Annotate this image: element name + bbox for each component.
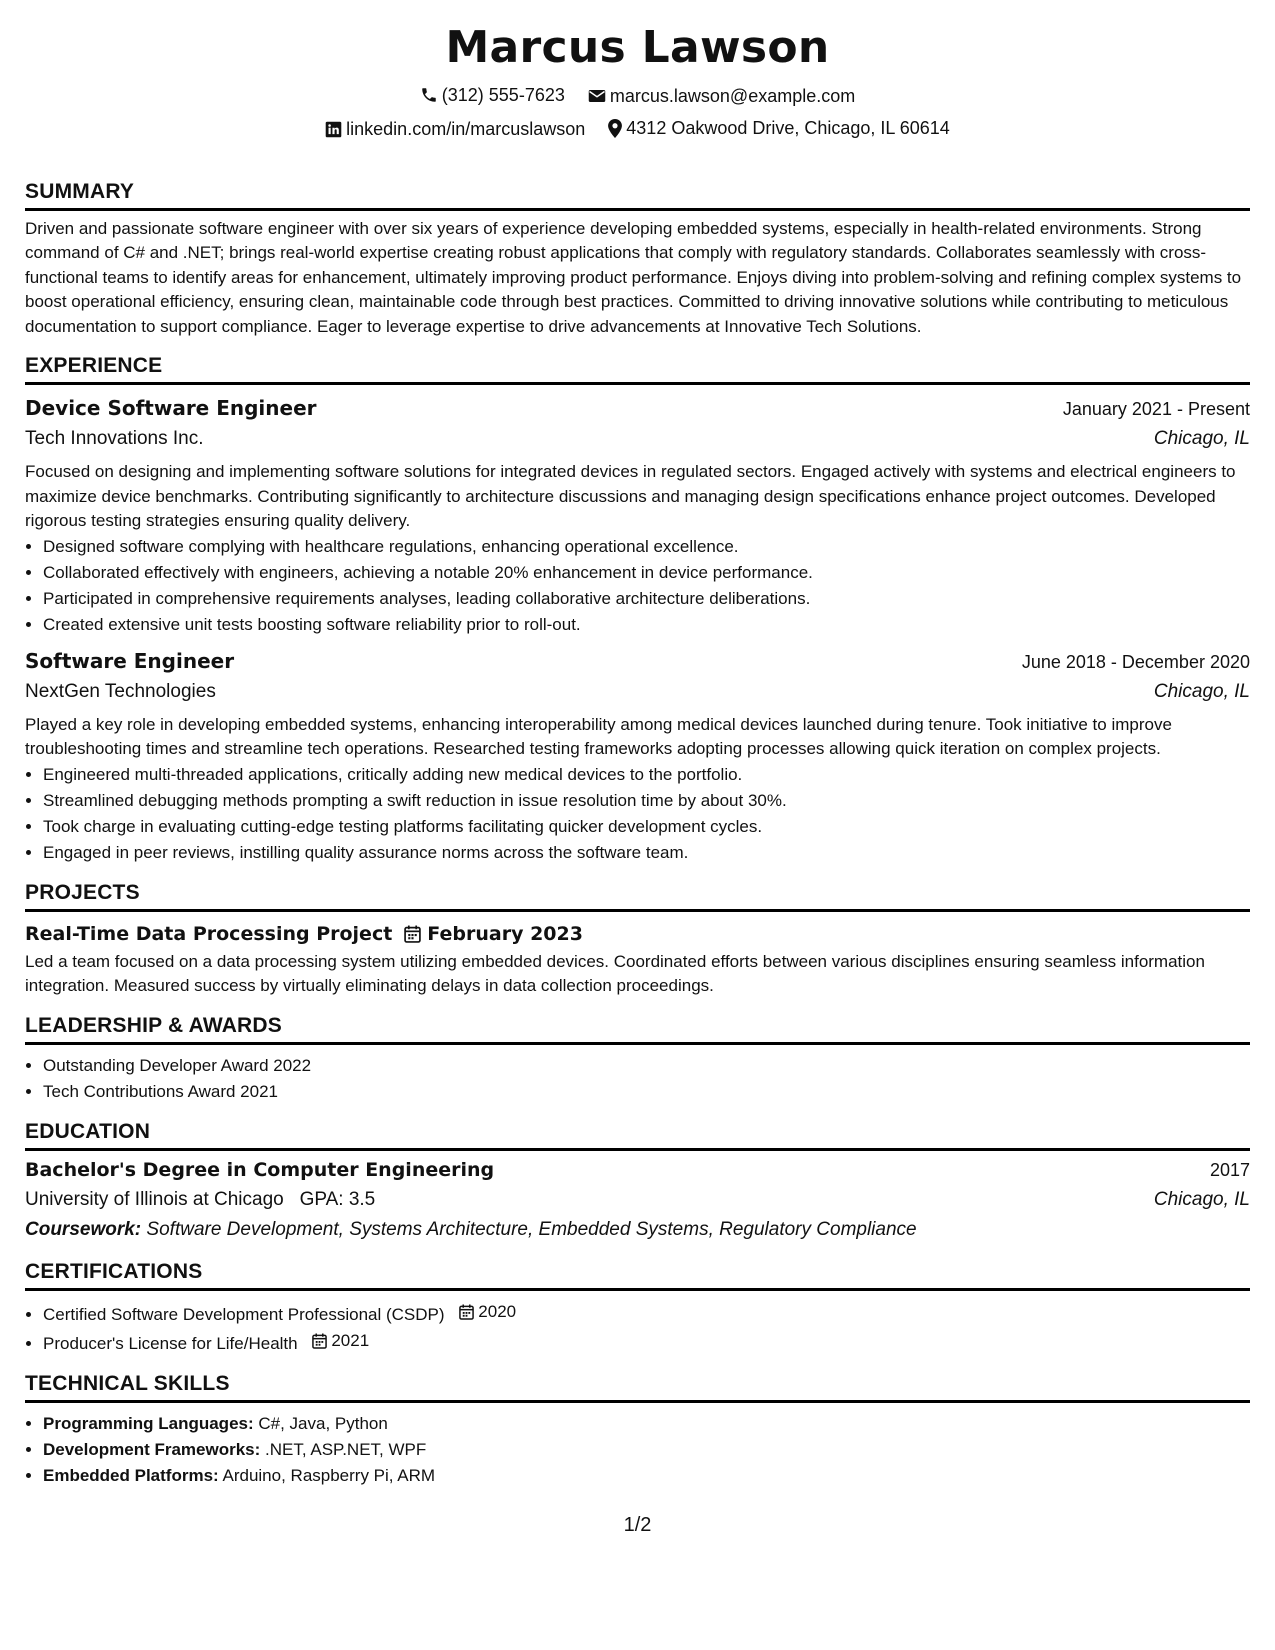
coursework-list: Software Development, Systems Architecture, Embedded Systems, Regulatory Compliance: [146, 1218, 917, 1240]
phone-text: (312) 555-7623: [441, 85, 565, 105]
job-entry: [25, 646, 1250, 866]
linkedin-text: linkedin.com/in/marcuslawson: [346, 119, 586, 139]
resume-page: [25, 22, 1250, 1536]
list-item: [43, 1437, 1250, 1463]
skill-label: Programming Languages:: [43, 1413, 254, 1433]
list-item: • Streamlined debugging methods prompting a swift reduction in issue resolution time by about 30%.: [43, 788, 1250, 814]
project-title: Real-Time Data Processing Project: [25, 922, 393, 945]
project-date: [404, 920, 583, 948]
list-item: • Designed software complying with healthcare regulations, enhancing operational excellence.: [43, 534, 1250, 560]
list-item: • Outstanding Developer Award 2022: [43, 1053, 1250, 1079]
leadership-heading: LEADERSHIP & AWARDS: [25, 1013, 1250, 1045]
list-item: • Took charge in evaluating cutting-edge testing platforms facilitating quicker development cycles.: [43, 814, 1250, 840]
skill-value: C#, Java, Python: [258, 1413, 388, 1433]
project-title-row: [25, 920, 1250, 948]
job-title: Software Engineer: [25, 648, 235, 673]
list-item: • Participated in comprehensive requirements analyses, leading collaborative architecture deliberations.: [43, 586, 1250, 612]
list-item: [43, 1411, 1250, 1437]
certifications-list: [25, 1299, 1250, 1357]
skill-label: Development Frameworks:: [43, 1439, 261, 1459]
summary-heading: SUMMARY: [25, 179, 1250, 211]
projects-heading: PROJECTS: [25, 880, 1250, 912]
contact-row-2: [25, 113, 1250, 147]
calendar-icon: [459, 1304, 474, 1320]
job-description: Played a key role in developing embedded systems, enhancing interoperability among medical devices launched during tenure. Took initiative to improve troubleshooting times and streamline tech operations. Researched testing frameworks adopting processes allowing quick iteration on complex projects.: [25, 714, 1172, 758]
certification-year: 2020: [478, 1301, 517, 1321]
graduation-year: 2017: [1209, 1159, 1250, 1180]
gpa: GPA: 3.5: [299, 1188, 376, 1210]
email-contact[interactable]: [588, 81, 855, 111]
list-item: [43, 1299, 1250, 1328]
linkedin-icon: [325, 121, 342, 138]
skills-heading: TECHNICAL SKILLS: [25, 1371, 1250, 1403]
contact-row-1: [25, 80, 1250, 113]
list-item: • Collaborated effectively with engineers, achieving a notable 20% enhancement in device performance.: [43, 560, 1250, 586]
degree-title: Bachelor's Degree in Computer Engineering: [25, 1158, 495, 1181]
envelope-icon: [588, 88, 606, 104]
job-bullets: [25, 534, 1250, 638]
coursework-line: [25, 1215, 1250, 1245]
certification-name: Certified Software Development Professional (CSDP): [43, 1304, 445, 1324]
job-dates: January 2021 - Present: [1062, 399, 1250, 419]
candidate-name: Marcus Lawson: [445, 22, 830, 73]
school-location: Chicago, IL: [1153, 1188, 1250, 1210]
calendar-icon: [404, 925, 421, 943]
school-line: [25, 1186, 375, 1214]
list-item: [43, 1328, 1250, 1357]
job-location: Chicago, IL: [1153, 428, 1250, 449]
job-dates: June 2018 - December 2020: [1021, 651, 1250, 672]
project-description: Led a team focused on a data processing system utilizing embedded devices. Coordinated efforts between various disciplines ensuring seamless information integration. Measured success by virtually eliminating delays in data collection proceedings.: [25, 951, 1205, 995]
skill-label: Embedded Platforms:: [43, 1465, 219, 1485]
certifications-heading: CERTIFICATIONS: [25, 1259, 1250, 1291]
skill-value: .NET, ASP.NET, WPF: [265, 1439, 427, 1459]
experience-heading: EXPERIENCE: [25, 353, 1250, 385]
skill-value: Arduino, Raspberry Pi, ARM: [222, 1465, 436, 1485]
job-description: Focused on designing and implementing software solutions for integrated devices in regulated sectors. Engaged actively with systems and electrical engineers to maximize device benchmarks. Contributing significantly to architecture discussions and managing design specifications enhance project outcomes. Developed rigorous testing strategies ensuring quality delivery.: [25, 462, 1236, 530]
school-name: University of Illinois at Chicago: [25, 1188, 284, 1210]
list-item: • Engaged in peer reviews, instilling quality assurance norms across the software team.: [43, 840, 1250, 866]
list-item: • Engineered multi-threaded applications, critically adding new medical devices to the portfolio.: [43, 762, 1250, 788]
map-pin-icon: [608, 119, 622, 138]
education-heading: EDUCATION: [25, 1119, 1250, 1151]
job-company: NextGen Technologies: [25, 680, 216, 702]
skills-list: [25, 1411, 1250, 1489]
certification-date: [312, 1328, 369, 1354]
page-number: 1/2: [623, 1514, 652, 1536]
certification-name: Producer's License for Life/Health: [43, 1333, 298, 1353]
job-location: Chicago, IL: [1153, 680, 1250, 702]
phone-contact: [420, 80, 565, 110]
job-title: Device Software Engineer: [25, 396, 317, 420]
phone-icon: [420, 86, 438, 104]
job-company: Tech Innovations Inc.: [25, 428, 204, 449]
job-entry: [25, 393, 1250, 638]
certification-year: 2021: [331, 1330, 370, 1350]
linkedin-contact[interactable]: [325, 114, 585, 144]
education-entry: [25, 1155, 1250, 1245]
project-date-text: February 2023: [427, 922, 583, 945]
job-bullets: [25, 762, 1250, 866]
list-item: • Created extensive unit tests boosting software reliability prior to roll-out.: [43, 612, 1250, 638]
address-contact: [608, 113, 950, 143]
email-text: marcus.lawson@example.com: [609, 86, 856, 106]
certification-date: [459, 1299, 516, 1325]
list-item: [43, 1463, 1250, 1489]
calendar-icon: [312, 1333, 327, 1349]
coursework-label: Coursework:: [25, 1218, 142, 1240]
list-item: • Tech Contributions Award 2021: [43, 1079, 1250, 1105]
summary-text: Driven and passionate software engineer with over six years of experience developing embedded systems, especially in health-related environments. Strong command of C# and .NET; brings real-world expertise creating robust applications that comply with regulatory standards. Collaborates seamlessly with cross-functional teams to identify areas for enhancement, ultimately improving product performance. Enjoys diving into problem-solving and refining complex systems to boost operational efficiency, ensuring clean, maintainable code through best practices. Committed to driving innovative solutions while contributing to meticulous documentation to support compliance. Eager to leverage expertise to drive advancements at Innovative Tech Solutions.: [25, 218, 1242, 336]
address-text: 4312 Oakwood Drive, Chicago, IL 60614: [626, 118, 950, 138]
leadership-list: [25, 1053, 1250, 1105]
